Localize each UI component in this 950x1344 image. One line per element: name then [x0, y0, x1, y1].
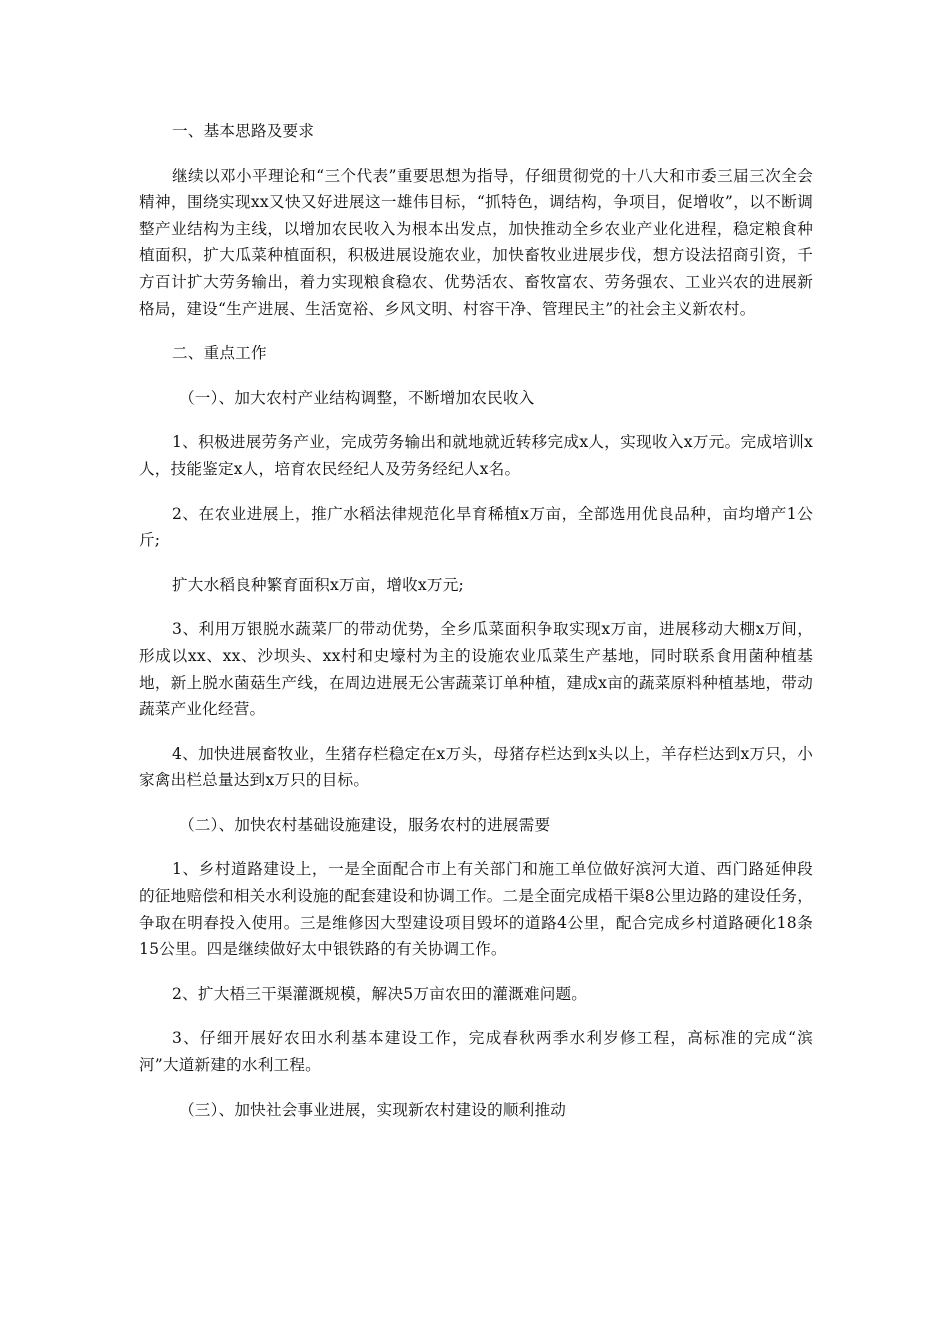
paragraph-rice-breeding: 扩大水稻良种繁育面积x万亩，增收x万元; — [172, 575, 464, 594]
paragraph-irrigation: 2、扩大梧三干渠灌溉规模，解决5万亩农田的灌溉难问题。 — [172, 984, 588, 1003]
paragraph-guiding-ideology: 继续以邓小平理论和“三个代表”重要思想为指导，仔细贯彻党的十八大和市委三届三次全会精神，围绕实现xx又快又好进展这一雄伟目标，“抓特色，调结构，争项目，促增收”，以不断调整产业结构为主线，以增加农民收入为根本出发点，加快推动全乡农业产业化进程，稳定粮食种植面积，扩大瓜菜种植面积，积极进展设施农业，加快畜牧业进展步伐，想方设法招商引资，千方百计扩大劳务输出，着力实现粮食稳农、优势活农、畜牧富农、劳务强农、工业兴农的进展新格局，建设“生产进展、生活宽裕、乡风文明、村容干净、管理民主”的社会主义新农村。 — [139, 166, 813, 318]
paragraph-water-conservancy: 3、仔细开展好农田水利基本建设工作，完成春秋两季水利岁修工程，高标准的完成“滨河”大道新建的水利工程。 — [139, 1029, 813, 1075]
subsection-heading-2: （二）、加快农村基础设施建设，服务农村的进展需要 — [179, 815, 551, 834]
paragraph-animal-husbandry: 4、加快进展畜牧业，生猪存栏稳定在x万头，母猪存栏达到x头以上，羊存栏达到x万只，小家禽出栏总量达到x万只的目标。 — [139, 744, 813, 790]
paragraph-vegetable-base: 3、利用万银脱水蔬菜厂的带动优势，全乡瓜菜面积争取实现x万亩，进展移动大棚x万间，形成以xx、xx、沙坝头、xx村和史壕村为主的设施农业瓜菜生产基地，同时联系食用菌种植基地，新上脱水菌菇生产线，在周边进展无公害蔬菜订单种植，建成x亩的蔬菜原料种植基地，带动蔬菜产业化经营。 — [139, 620, 813, 719]
section-heading-key-work: 二、重点工作 — [172, 344, 267, 363]
paragraph-rice-planting: 2、在农业进展上，推广水稻法律规范化旱育稀植x万亩，全部选用优良品种，亩均增产1公斤; — [139, 504, 813, 550]
paragraph-road-construction: 1、乡村道路建设上，一是全面配合市上有关部门和施工单位做好滨河大道、西门路延伸段的征地赔偿和相关水利设施的配套建设和协调工作。二是全面完成梧干渠8公里边路的建设任务，争取在明春投入使用。三是维修因大型建设项目毁坏的道路4公里，配合完成乡村道路硬化18条15公里。四是继续做好太中银铁路的有关协调工作。 — [139, 860, 813, 959]
paragraph-labor-industry: 1、积极进展劳务产业，完成劳务输出和就地就近转移完成x人，实现收入x万元。完成培训x人，技能鉴定x人，培育农民经纪人及劳务经纪人x名。 — [139, 433, 813, 478]
subsection-heading-1: （一）、加大农村产业结构调整，不断增加农民收入 — [179, 388, 535, 407]
document-body — [139, 118, 813, 1141]
section-heading-basic-approach: 一、基本思路及要求 — [172, 122, 315, 140]
subsection-heading-3: （三）、加快社会事业进展，实现新农村建设的顺利推动 — [179, 1100, 567, 1119]
